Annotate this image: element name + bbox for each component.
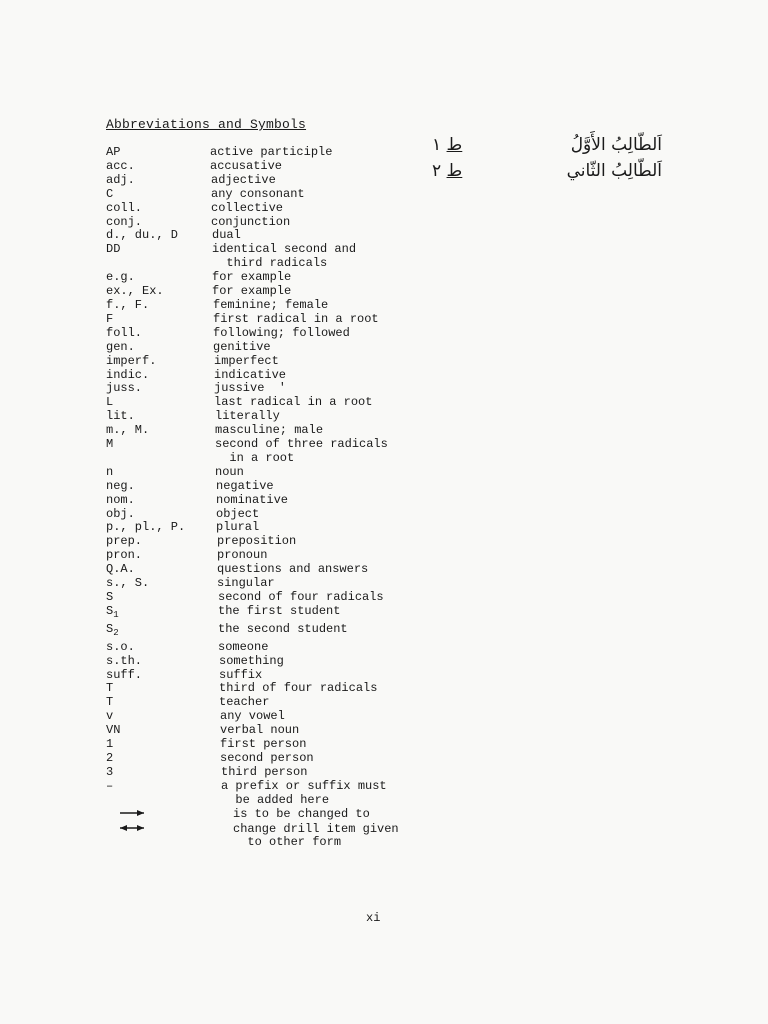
list-item [106, 808, 426, 823]
list-item [106, 591, 426, 605]
term-text: DD [106, 242, 121, 257]
abbreviation-term [106, 160, 210, 174]
list-item [106, 535, 426, 549]
abbreviation-definition: someone [218, 639, 269, 654]
abbreviation-list [106, 146, 426, 850]
list-item [106, 382, 426, 396]
abbreviation-term [106, 724, 210, 738]
list-item [106, 327, 426, 341]
list-item [106, 355, 426, 369]
single-arrow-icon [118, 808, 146, 818]
term-subscript: 2 [113, 627, 119, 638]
abbreviation-definition: first person [220, 737, 307, 752]
term-text: e.g. [106, 270, 135, 285]
term-text: 1 [106, 737, 114, 752]
abbreviation-definition: nominative [216, 492, 289, 507]
abbreviation-term [106, 766, 210, 780]
list-item [106, 341, 426, 355]
term-text: S [106, 590, 114, 604]
arabic-code [432, 135, 472, 155]
term-text: s.th. [106, 653, 143, 668]
term-text: pron. [106, 548, 143, 563]
abbreviation-definition: collective [211, 200, 284, 215]
arabic-code-number: ٢ [432, 161, 442, 181]
abbreviation-definition: active participle [210, 145, 333, 159]
list-item [106, 299, 426, 313]
list-item [106, 216, 426, 230]
abbreviation-term [106, 313, 210, 327]
abbreviation-definition: verbal noun [220, 723, 300, 738]
abbreviation-term [106, 243, 210, 257]
arabic-code-letter: ط [446, 135, 463, 155]
list-item [106, 466, 426, 480]
abbreviation-term [106, 229, 210, 243]
abbreviation-term [106, 466, 210, 480]
term-text: coll. [106, 200, 143, 215]
list-item [106, 285, 426, 299]
abbreviation-term [106, 410, 210, 424]
list-item [106, 655, 426, 669]
abbreviation-term [106, 623, 210, 641]
abbreviation-term [106, 369, 210, 383]
list-item [106, 724, 426, 738]
abbreviation-definition: suffix [219, 667, 263, 682]
list-item [106, 563, 426, 577]
term-text: conj. [106, 214, 143, 229]
abbreviation-definition: last radical in a root [214, 395, 373, 410]
term-text: obj. [106, 506, 135, 521]
term-text: T [106, 681, 114, 696]
term-text: s.o. [106, 639, 135, 654]
term-text: suff. [106, 667, 143, 682]
abbreviation-definition: second of three radicals in a root [215, 437, 388, 465]
abbreviation-term [106, 641, 210, 655]
arabic-legend-row [432, 158, 662, 184]
term-text: foll. [106, 325, 143, 340]
list-item [106, 521, 426, 535]
list-item [106, 202, 426, 216]
term-text: S [106, 603, 114, 618]
term-text: T [106, 695, 114, 710]
abbreviation-definition: accusative [210, 158, 283, 173]
list-item [106, 243, 426, 271]
abbreviation-term [106, 341, 210, 355]
abbreviation-definition: object [216, 506, 260, 521]
abbreviation-term [106, 508, 210, 522]
term-text: indic. [106, 367, 150, 382]
abbreviation-definition: imperfect [214, 353, 279, 368]
term-text: lit. [106, 409, 135, 424]
abbreviation-term [106, 591, 210, 605]
arabic-student-name: اَلطّالِبُ الأَوَّلُ [570, 135, 662, 155]
term-text: neg. [106, 478, 135, 493]
abbreviation-term [106, 669, 210, 683]
abbreviation-definition: second of four radicals [218, 590, 384, 604]
list-item [106, 369, 426, 383]
abbreviation-definition: any consonant [211, 186, 305, 201]
list-item [106, 494, 426, 508]
list-item [106, 549, 426, 563]
term-text: n [106, 464, 114, 479]
abbreviation-definition: conjunction [211, 214, 291, 229]
arabic-student-legend [432, 132, 662, 184]
abbreviation-term [106, 355, 210, 369]
list-item [106, 696, 426, 710]
list-item [106, 605, 426, 623]
abbreviation-definition: singular [217, 576, 275, 591]
abbreviation-definition: third person [221, 764, 308, 779]
term-text: f., F. [106, 297, 150, 312]
list-item [106, 160, 426, 174]
abbreviation-term [106, 682, 210, 696]
term-text: juss. [106, 381, 143, 396]
list-item [106, 682, 426, 696]
abbreviation-term [106, 396, 210, 410]
term-text: v [106, 709, 114, 724]
list-item [106, 780, 426, 808]
term-subscript: 1 [113, 609, 119, 620]
list-item [106, 480, 426, 494]
list-item [106, 146, 426, 160]
list-item [106, 396, 426, 410]
term-text: imperf. [106, 353, 157, 368]
abbreviation-definition: second person [220, 750, 314, 765]
term-text: Q.A. [106, 562, 135, 577]
term-text: S [106, 621, 114, 636]
abbreviation-term [106, 216, 210, 230]
abbreviation-term [106, 271, 210, 285]
term-text: VN [106, 723, 121, 738]
abbreviation-definition: feminine; female [213, 297, 329, 312]
abbreviation-term [106, 563, 210, 577]
abbreviation-term [106, 752, 210, 766]
list-item [106, 823, 426, 851]
abbreviation-definition: questions and answers [217, 562, 369, 577]
abbreviation-definition: preposition [217, 534, 297, 549]
abbreviation-definition: identical second and third radicals [212, 242, 357, 271]
arabic-student-name: اَلطّالِبُ الثّاني [566, 161, 662, 181]
term-text: acc. [106, 158, 135, 173]
abbreviation-definition: genitive [213, 339, 271, 354]
abbreviation-definition: is to be changed to [233, 806, 370, 821]
term-text: nom. [106, 492, 135, 507]
page-title: Abbreviations and Symbols [106, 117, 307, 132]
abbreviation-definition: adjective [211, 172, 276, 187]
term-text: ex., Ex. [106, 284, 164, 299]
term-text: 2 [106, 750, 114, 765]
abbreviation-term [106, 146, 210, 160]
abbreviation-definition: negative [216, 478, 274, 493]
abbreviation-term [106, 738, 210, 752]
abbreviation-definition: noun [215, 464, 244, 479]
list-item [106, 410, 426, 424]
list-item [106, 623, 426, 641]
term-text: d., du., D [106, 228, 179, 243]
list-item [106, 508, 426, 522]
abbreviation-term [106, 174, 210, 188]
abbreviation-term [106, 535, 210, 549]
abbreviation-definition: dual [212, 228, 241, 243]
abbreviation-definition: first radical in a root [213, 311, 379, 326]
term-text: gen. [106, 339, 135, 354]
abbreviation-term [106, 327, 210, 341]
term-text: s., S. [106, 576, 150, 591]
abbreviation-term [106, 655, 210, 669]
arabic-code [432, 161, 472, 181]
abbreviation-definition: jussive ' [214, 381, 287, 396]
abbreviation-term [106, 549, 210, 563]
abbreviation-term [106, 696, 210, 710]
list-item [106, 438, 426, 466]
abbreviation-definition: masculine; male [215, 423, 324, 438]
abbreviation-term [106, 202, 210, 216]
double-arrow-icon [118, 823, 146, 833]
term-text: adj. [106, 172, 135, 187]
abbreviation-term [106, 382, 210, 396]
abbreviation-definition: plural [216, 520, 260, 535]
abbreviation-term [106, 710, 210, 724]
arabic-code-number: ١ [432, 135, 442, 155]
term-text: p., pl., P. [106, 520, 186, 535]
abbreviation-definition: pronoun [217, 548, 268, 563]
abbreviation-definition: following; followed [213, 325, 350, 340]
term-text: AP [106, 145, 121, 159]
abbreviation-term [106, 438, 210, 452]
list-item [106, 229, 426, 243]
abbreviation-term [106, 494, 210, 508]
list-item [106, 577, 426, 591]
abbreviation-term [106, 808, 222, 823]
abbreviation-term [106, 521, 210, 535]
abbreviation-term [106, 188, 210, 202]
page-number: xi [366, 911, 381, 925]
abbreviation-definition: a prefix or suffix must be added here [221, 778, 387, 807]
term-text: C [106, 186, 114, 201]
list-item [106, 188, 426, 202]
abbreviation-definition: the second student [218, 621, 348, 636]
abbreviation-term [106, 780, 210, 794]
list-item [106, 752, 426, 766]
term-text: 3 [106, 764, 114, 779]
abbreviation-term [106, 605, 210, 623]
abbreviation-definition: teacher [219, 695, 270, 710]
list-item [106, 641, 426, 655]
abbreviation-term [106, 480, 210, 494]
list-item [106, 313, 426, 327]
list-item [106, 271, 426, 285]
list-item [106, 766, 426, 780]
list-item [106, 424, 426, 438]
abbreviation-term [106, 285, 210, 299]
abbreviation-term [106, 299, 210, 313]
abbreviation-term [106, 424, 210, 438]
abbreviation-definition: literally [215, 409, 280, 424]
abbreviation-term [106, 577, 210, 591]
abbreviation-definition: for example [212, 284, 292, 299]
term-text: L [106, 395, 114, 410]
abbreviation-definition: the first student [218, 603, 341, 618]
term-text: prep. [106, 534, 143, 549]
abbreviation-definition: something [219, 653, 284, 668]
abbreviation-definition: change drill item given to other form [233, 821, 399, 850]
abbreviation-definition: indicative [214, 367, 287, 382]
arabic-legend-row [432, 132, 662, 158]
arabic-code-letter: ط [446, 161, 463, 181]
term-text: M [106, 437, 114, 452]
abbreviation-definition: third of four radicals [219, 681, 378, 696]
list-item [106, 710, 426, 724]
abbreviation-term [106, 823, 222, 838]
list-item [106, 174, 426, 188]
term-text: m., M. [106, 423, 150, 438]
abbreviation-definition: any vowel [220, 709, 285, 724]
abbreviation-definition: for example [212, 270, 292, 285]
term-text: F [106, 311, 114, 326]
list-item [106, 669, 426, 683]
list-item [106, 738, 426, 752]
term-text: – [106, 778, 114, 793]
